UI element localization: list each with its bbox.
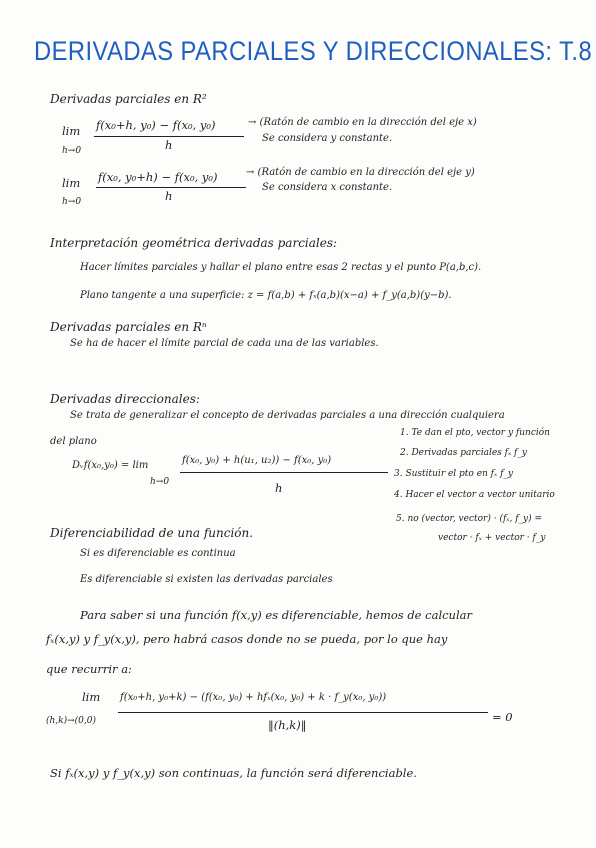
directional-numerator: f(x₀, y₀) + h(u₁, u₂)) − f(x₀, y₀) xyxy=(182,455,332,466)
section-heading-differentiability: Diferenciabilidad de una función. xyxy=(50,526,254,540)
lim-x-label: lim xyxy=(62,124,81,138)
partial-x-constant-note: Se considera y constante. xyxy=(262,133,393,144)
directional-step: 4. Hacer el vector a vector unitario xyxy=(394,490,555,500)
lim-x-sub: h→0 xyxy=(62,146,82,156)
diff-denominator: ‖(h,k)‖ xyxy=(268,718,307,732)
directional-step: 1. Te dan el pto, vector y función xyxy=(400,428,550,438)
directional-step: vector · fₓ + vector · f_y xyxy=(438,533,546,543)
partial-x-denominator: h xyxy=(165,138,173,152)
directional-step: 2. Derivadas parciales fₓ f_y xyxy=(400,448,527,458)
lim-y-sub: h→0 xyxy=(62,197,82,207)
directional-step: 5. no (vector, vector) · (fₓ, f_y) = xyxy=(396,514,543,524)
lim-y-label: lim xyxy=(62,176,81,190)
differentiability-para-2: fₓ(x,y) y f_y(x,y), pero habrá casos donde no se pueda, por lo que hay xyxy=(46,632,448,646)
differentiability-para-1: Para saber si una función f(x,y) es diferenciable, hemos de calcular xyxy=(80,608,472,622)
partial-rn-line: Se ha de hacer el límite parcial de cada una de las variables. xyxy=(70,338,379,349)
section-heading-geometric: Interpretación geométrica derivadas parciales: xyxy=(50,236,338,250)
section-heading-partial-rn: Derivadas parciales en Rⁿ xyxy=(50,320,207,334)
differentiability-line-1: Si es diferenciable es continua xyxy=(80,548,236,559)
partial-x-note: → (Ratón de cambio en la dirección del eje x) xyxy=(248,117,477,128)
partial-x-numerator: f(x₀+h, y₀) − f(x₀, y₀) xyxy=(96,118,216,132)
directional-line-2: del plano xyxy=(50,436,97,447)
diff-numerator: f(x₀+h, y₀+k) − (f(x₀, y₀) + hfₓ(x₀, y₀) + k · f_y(x₀, y₀)) xyxy=(120,692,387,703)
section-heading-directional: Derivadas direccionales: xyxy=(50,392,200,406)
fraction-bar xyxy=(118,712,488,713)
differentiability-line-2: Es diferenciable si existen las derivadas parciales xyxy=(80,574,333,585)
differentiability-para-3: que recurrir a: xyxy=(46,662,132,676)
partial-y-constant-note: Se considera x constante. xyxy=(262,182,393,193)
diff-lim-label: lim xyxy=(82,690,101,704)
page-title: DERIVADAS PARCIALES Y DIRECCIONALES: T.8 xyxy=(34,36,593,66)
differentiability-final: Si fₓ(x,y) y f_y(x,y) son continuas, la función será diferenciable. xyxy=(50,766,417,780)
directional-lhs: Dᵥf(x₀,y₀) = lim xyxy=(72,460,149,471)
geometric-line-1: Hacer límites parciales y hallar el plano entre esas 2 rectas y el punto P(a,b,c). xyxy=(80,262,482,273)
fraction-bar xyxy=(180,472,388,473)
diff-equals-zero: = 0 xyxy=(492,710,513,724)
directional-step: 3. Sustituir el pto en fₓ f_y xyxy=(394,469,513,479)
directional-lim-sub: h→0 xyxy=(150,477,170,487)
fraction-bar xyxy=(94,136,244,137)
directional-line-1: Se trata de generalizar el concepto de derivadas parciales a una dirección cualquiera xyxy=(70,410,505,421)
tangent-plane-formula: Plano tangente a una superficie: z = f(a,b) + fₓ(a,b)(x−a) + f_y(a,b)(y−b). xyxy=(80,290,452,301)
directional-denominator: h xyxy=(275,481,283,495)
partial-y-numerator: f(x₀, y₀+h) − f(x₀, y₀) xyxy=(98,170,218,184)
partial-y-denominator: h xyxy=(165,189,173,203)
partial-y-note: → (Ratón de cambio en la dirección del eje y) xyxy=(246,167,475,178)
fraction-bar xyxy=(96,187,246,188)
section-heading-partial-r2: Derivadas parciales en R² xyxy=(50,92,207,106)
diff-lim-sub: (h,k)→(0,0) xyxy=(46,716,97,726)
